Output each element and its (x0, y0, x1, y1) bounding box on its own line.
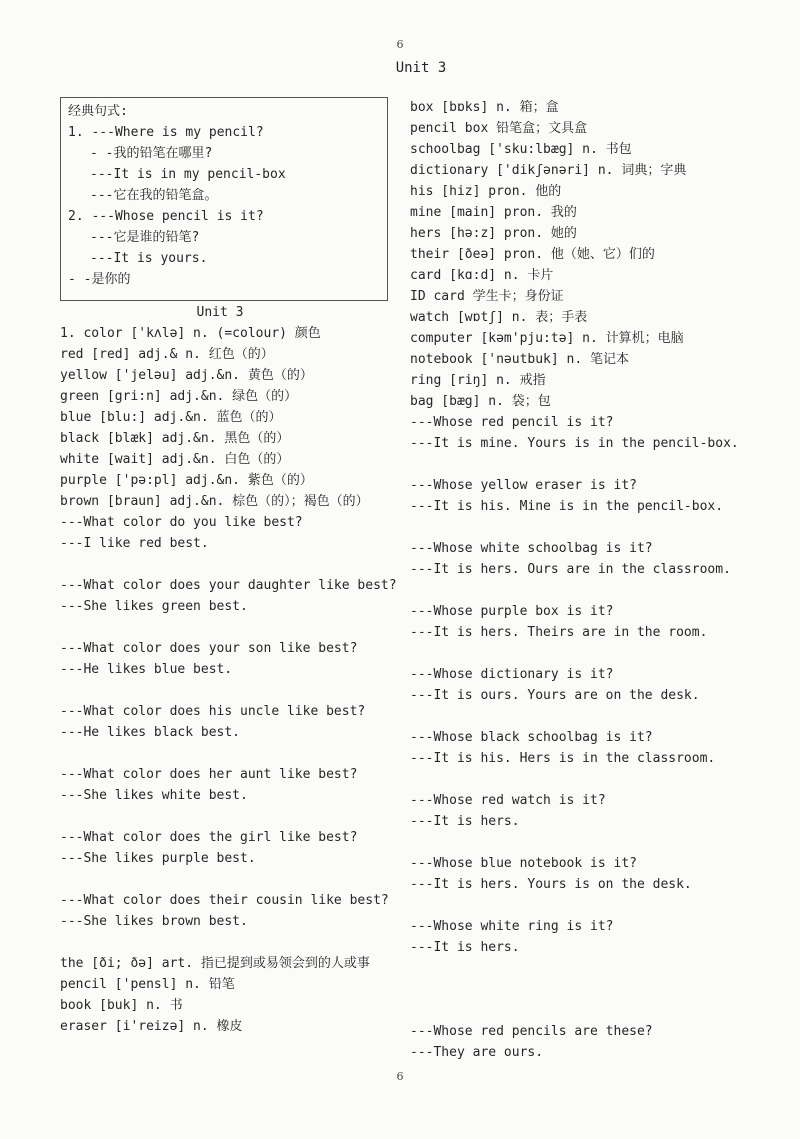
footer-page-number: 6 (396, 1070, 404, 1083)
dialogue-question: ---Whose blue notebook is it? (410, 856, 637, 871)
dialogue-question: ---Whose yellow eraser is it? (410, 478, 637, 493)
dialogue-answer: ---It is hers. (410, 814, 520, 829)
vocab-entry: yellow ['jeləu] adj.&n. 黄色（的） (60, 368, 313, 383)
dialogue-question: ---What color does your son like best? (60, 641, 358, 656)
vocab-entry: mine [main] pron. 我的 (410, 205, 577, 220)
dialogue-question: ---What color do you like best? (60, 515, 303, 530)
vocab-entry: bag [bæg] n. 袋；包 (410, 394, 551, 409)
sentence-line: ---It is in my pencil-box (90, 167, 286, 182)
dialogue-question: ---Whose red pencils are these? (410, 1024, 653, 1039)
sentence-line: - -是你的 (68, 272, 131, 287)
dialogue-answer: ---It is his. Mine is in the pencil-box. (410, 499, 724, 514)
vocab-entry: pencil box 铅笔盒；文具盒 (410, 121, 588, 136)
vocab-entry: his [hiz] pron. 他的 (410, 184, 562, 199)
vocab-entry: hers [hə:z] pron. 她的 (410, 226, 577, 241)
vocab-entry: notebook ['nəutbuk] n. 笔记本 (410, 352, 630, 367)
dialogue-answer: ---It is hers. Yours is on the desk. (410, 877, 692, 892)
vocab-entry: ID card 学生卡；身份证 (410, 289, 564, 304)
vocab-entry: card [kɑ:d] n. 卡片 (410, 268, 554, 283)
vocab-entry: their [ðeə] pron. 他（她、它）们的 (410, 247, 655, 262)
dialogue-answer: ---They are ours. (410, 1045, 544, 1060)
vocab-entry: black [blæk] adj.&n. 黑色（的） (60, 431, 290, 446)
dialogue-answer: ---She likes brown best. (60, 914, 248, 929)
vocab-entry: ring [riŋ] n. 戒指 (410, 373, 546, 388)
dialogue-question: ---What color does her aunt like best? (60, 767, 358, 782)
dialogue-question: ---What color does your daughter like best? (60, 578, 397, 593)
dialogue-answer: ---She likes purple best. (60, 851, 256, 866)
header-page-number: 6 (396, 38, 404, 51)
dialogue-answer: ---She likes white best. (60, 788, 248, 803)
dialogue-answer: ---He likes black best. (60, 725, 241, 740)
dialogue-answer: ---It is hers. Ours are in the classroom. (410, 562, 731, 577)
sentence-line: 1. ---Where is my pencil? (68, 125, 264, 140)
sentence-box-title: 经典句式: (68, 104, 128, 119)
dialogue-answer: ---He likes blue best. (60, 662, 233, 677)
sentence-line: - -我的铅笔在哪里? (90, 146, 213, 161)
dialogue-question: ---What color does their cousin like best? (60, 893, 389, 908)
vocab-entry: brown [braun] adj.&n. 棕色（的）；褐色（的） (60, 494, 369, 509)
vocab-entry: box [bɒks] n. 箱；盒 (410, 100, 559, 115)
vocab-entry: eraser [i'reizə] n. 橡皮 (60, 1019, 243, 1034)
page-title: Unit 3 (395, 60, 447, 76)
vocab-entry: computer [kəm'pju:tə] n. 计算机；电脑 (410, 331, 684, 346)
dialogue-answer: ---She likes green best. (60, 599, 248, 614)
sentence-line: ---It is yours. (90, 251, 208, 266)
vocab-entry: 1. color ['kʌlə] n. (=colour) 颜色 (60, 326, 321, 341)
vocab-entry: watch [wɒtʃ] n. 表；手表 (410, 310, 588, 325)
vocab-entry: white [wait] adj.&n. 白色（的） (60, 452, 290, 467)
dialogue-question: ---What color does the girl like best? (60, 830, 358, 845)
sentence-box (60, 97, 388, 301)
left-column (60, 97, 397, 1037)
vocab-entry: purple ['pə:pl] adj.&n. 紫色（的） (60, 473, 313, 488)
dialogue-question: ---Whose red watch is it? (410, 793, 606, 808)
dialogue-question: ---Whose black schoolbag is it? (410, 730, 653, 745)
vocab-entry: pencil ['pensl] n. 铅笔 (60, 977, 235, 992)
vocab-entry: blue [blu:] adj.&n. 蓝色（的） (60, 410, 282, 425)
dialogue-question: ---Whose white ring is it? (410, 919, 614, 934)
dialogue-question: ---Whose red pencil is it? (410, 415, 614, 430)
dialogue-question: ---Whose purple box is it? (410, 604, 614, 619)
vocab-entry-the: the [ði; ðə] art. 指已提到或易领会到的人或事 (60, 956, 370, 971)
dialogue-question: ---Whose white schoolbag is it? (410, 541, 653, 556)
dialogue-answer: ---It is mine. Yours is in the pencil-box. (410, 436, 739, 451)
vocab-entry: red [red] adj.& n. 红色（的） (60, 347, 274, 362)
dialogue-question: ---What color does his uncle like best? (60, 704, 366, 719)
sentence-line: ---它在我的铅笔盒。 (90, 188, 218, 203)
dialogue-question: ---Whose dictionary is it? (410, 667, 614, 682)
vocab-entry: book [buk] n. 书 (60, 998, 183, 1013)
dialogue-answer: ---It is his. Hers is in the classroom. (410, 751, 716, 766)
section-subtitle: Unit 3 (196, 305, 244, 320)
dialogue-answer: ---I like red best. (60, 536, 209, 551)
dialogue-answer: ---It is hers. Theirs are in the room. (410, 625, 708, 640)
vocab-entry: schoolbag ['sku:lbæg] n. 书包 (410, 142, 632, 157)
dialogue-answer: ---It is hers. (410, 940, 520, 955)
vocab-entry: dictionary ['dikʃənəri] n. 词典；字典 (410, 163, 687, 178)
right-column (410, 97, 790, 1063)
sentence-line: 2. ---Whose pencil is it? (68, 209, 264, 224)
sentence-line: ---它是谁的铅笔? (90, 230, 200, 245)
dialogue-answer: ---It is ours. Yours are on the desk. (410, 688, 700, 703)
vocab-entry: green [gri:n] adj.&n. 绿色（的） (60, 389, 298, 404)
